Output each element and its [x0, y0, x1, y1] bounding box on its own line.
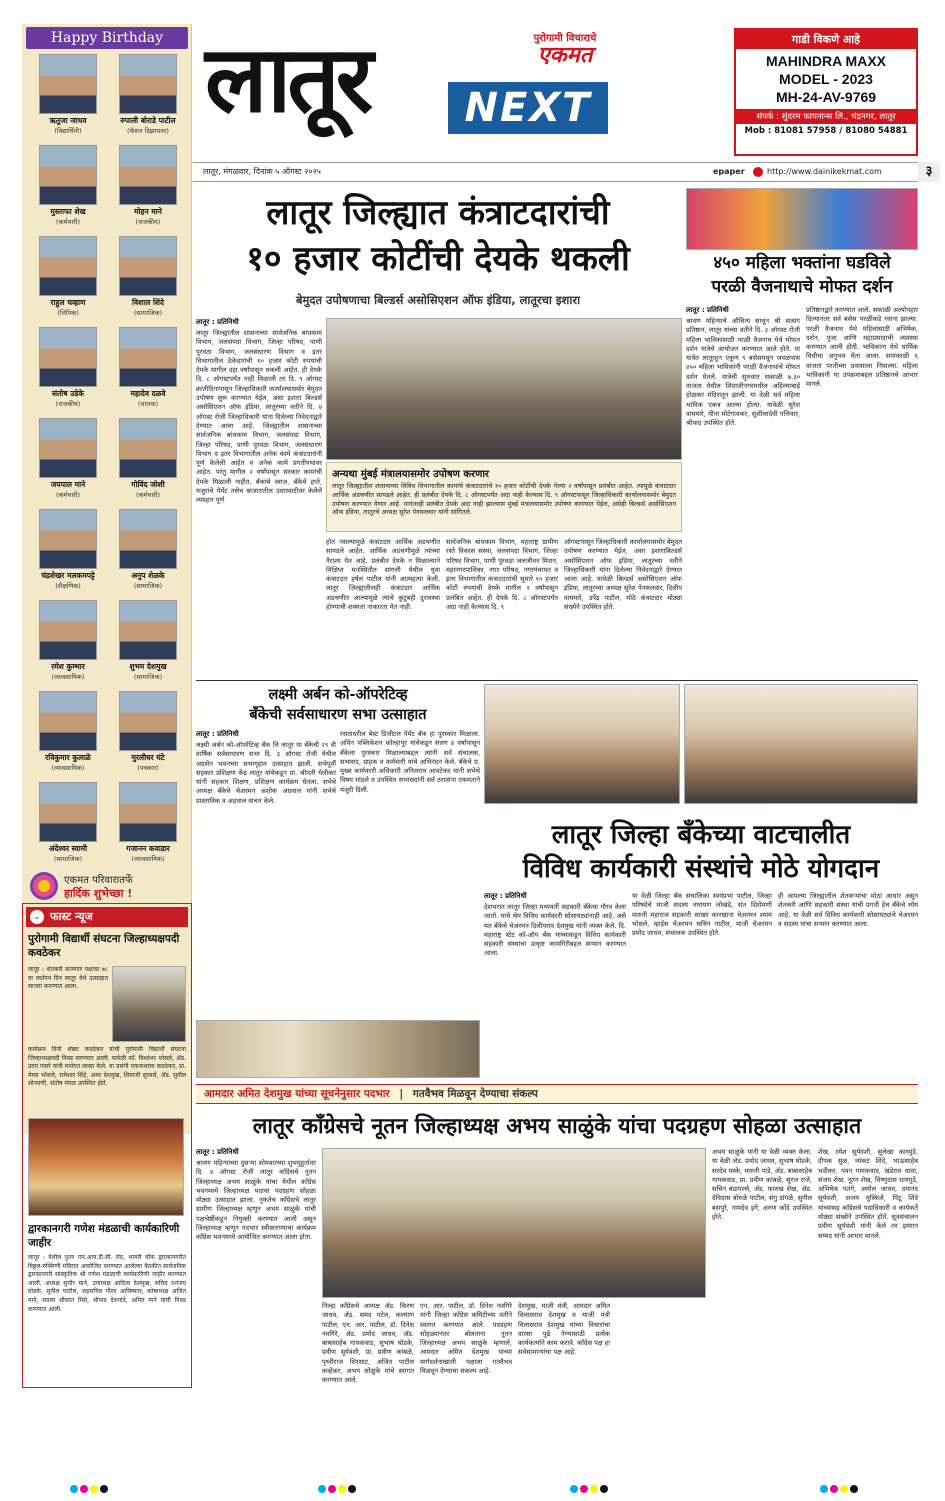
avatar: [119, 509, 177, 569]
cyan-dot: [820, 1485, 828, 1493]
fast-news-story2-title: द्वारकानगरी गणेश मंडळाची कार्यकारिणी जाहीर: [28, 1223, 180, 1249]
person-name: रमेश कुम्भार: [51, 662, 85, 671]
cyan-dot: [70, 1485, 78, 1493]
laxmi-headline-2: बँकेची सर्वसाधारण सभा उत्साहात: [249, 707, 427, 723]
birthday-person: [108, 418, 188, 499]
person-role: (लिपिक): [57, 309, 79, 317]
avatar: [39, 236, 97, 296]
cyan-dot: [570, 1485, 578, 1493]
lead-headline-2: १० हजार कोटींची देयके थकली: [246, 239, 630, 279]
person-role: (कर्मचारी): [135, 491, 161, 499]
right-headline-1: ४५० महिला भक्तांना घडविले: [713, 253, 891, 273]
person-role: (कर्मचारी): [55, 491, 81, 499]
laxmi-headline-1: लक्ष्मी अर्बन को-ऑपरेटिव्ह: [268, 687, 408, 703]
lead-photo: [326, 318, 682, 460]
person-role: (राजकीय): [135, 218, 161, 226]
lead-col2-text: होत नसल्यामुळे कंत्राटदार आर्थिक अडचणीत सापडले आहेत. आर्थिक अडचणीमुळे त्यांच्या नैराश्य येत आहे. प्रलंबीत देयके न मिळाल्याने विक्षिप्त मनस्थितीत सांगली येथील युवा कंत्राटदार हर्षल पाटील यांनी आत्महत्या केली. लातूर जिल्ह्यातीलही कंत्राटदार आर्थिक अडचणीत आल्यामुळे त्यांचे कुटुंबही दुरावस्था होण्याची शक्यता नाकारता येत नाही.: [326, 538, 440, 612]
yellow-dot: [840, 1485, 848, 1493]
masthead-title: लातूर: [205, 26, 370, 133]
birthday-person: [28, 691, 108, 772]
website-link[interactable]: http://www.dainikekmat.com: [767, 167, 882, 176]
district-headline-1: लातूर जिल्हा बँकेच्या वाटचालीत: [551, 820, 851, 850]
congress-col5-text: देशमुख, माजी मंत्री, आमदार अमित विलासराव देशमुख व माजी मंत्री विलासराव देशमुख यांच्या विचारांचा वारसा पुढे नेण्यासाठी प्रत्येक कार्यकर्त्याने काम करावे. कॉंग्रेस पक्ष हा सर्वसामान्यांचा पक्ष आहे.: [518, 1302, 610, 1357]
laxmi-col2-text: रसताधरील बेस्ट डिजीटल पेमेंट बँक हा पुरस्कार मिळाला. अविन पब्लिकेशन कोल्हापूर यांचेकडून सलग ४ वर्षापासून बँकेला पुरस्कार मिळाल्याबद्दल त्यांनी सर्व संचालक, सभासद, ग्राहक व कर्मचारी यांचे अभिनंदन केले. बँकेचे प्र. मुख्य कार्यकारी अधिकारी अनिलराव आवटेकर यांनी सभेचे विषय मांडले व उपस्थित सभासदांनी सर्व ठरावांना एकमताने मंजुरी दिली.: [340, 730, 480, 794]
district-col1-text: देशभरात लातूर जिल्हा मध्यवर्ती सहकारी बँकेचा गौरव केला जातो. याचे श्रेय विविध कार्यकारी सोसायट्यांनाही आहे, असे मत बँकेचे चेअरमन दिलीपराव देशमुख यांनी व्यक्त केले. दि. महाराष्ट्र स्टेट को-ऑप बँक यांच्याकडून विविध कार्यकारी सहकारी संस्थांचा उत्कृष्ट कामगिरीबद्दल सन्मान करण्यात आला.: [484, 903, 626, 958]
globe-icon: [753, 167, 763, 177]
birthday-person: [28, 145, 108, 226]
congress-col5b-text: [614, 1302, 706, 1468]
fast-news-story1-photo: [112, 966, 186, 1042]
person-role: (व्यावसायिक): [131, 855, 165, 863]
ad-line-2: MODEL - 2023: [779, 71, 873, 87]
magenta-dot: [80, 1485, 88, 1493]
person-name: गजानन कवाडार: [126, 844, 170, 853]
birthday-person: [28, 782, 108, 863]
district-byline: लातूर : प्रतिनिधी: [484, 892, 527, 900]
dateline-bar: [193, 162, 918, 182]
right-col2-text: प्रतिष्ठानद्वारे करण्यात आले. सकाळी अल्पोपहार दिल्यानंतर सर्व बसेस परळीकडे रवाना झाल्या. परळी वैजनाथ येथे महिलांसाठी अभिषेक, दर्शन, पूजा आणि महाप्रसादाची व्यवस्था करण्यात आली होती. भाविकांना येथे धार्मिक विधीचा अनुभव घेता आला. सायंकाळी ६ वाजता परतीच्या प्रवासाला निघाल्या. महिला भाविकांनी या उपक्रमाबद्दल प्रतिष्ठानचे आभार मानले.: [806, 306, 918, 389]
avatar: [39, 327, 97, 387]
birthday-person: [28, 418, 108, 499]
person-name: संतोष उडेके: [51, 389, 85, 398]
banner-separator: |: [399, 1088, 404, 1100]
lead-col3-text: सार्वजनिक बांधकाम विभाग, महाराष्ट्र ग्रामीण रस्ते विकास संस्था, जलसंपदा विभाग, जिल्हा परिषद विभाग, पाणी पुरवठा जलजीवन मिशन, महानगरपालिका, नगर परिषद, नगरपंचायत व इतर विभागातील कंत्राटदारांची सुमारे १० हजार कोटी रुपयांची देयके मागील २ वर्षांपासून प्रलंबित आहेत. ही देयके दि. ८ ऑगस्टपर्यंत अदा नाही केल्यास दि. ९: [446, 538, 558, 612]
yellow-dot: [590, 1485, 598, 1493]
person-name: रुपाली बोराडे पाटील: [120, 116, 176, 125]
congress-col6-text: अभय साळुंके यांनी या वेळी व्यक्त केला. या वेळी ॲड. प्रमोद जाधव, सुभाष घोडके, सरदेव मस्के, मारुती पांडे, ॲड. बाबासाहेब गायकवाड, प्रा. प्रवीण कांबळे, सुरज राजे, सचिन बंडापल्ले, ॲड. फारुख शेख, ॲड. देविदास बोरुळे पाटील, संगु डांगळे, सुनील बसपुरे, नामदेव इगे, अरुण कोंडे उपस्थित होते.: [712, 1148, 812, 1222]
birthday-heading: Happy Birthday: [26, 27, 188, 49]
person-name: मुस्ताफा शेख: [50, 207, 86, 216]
congress-col4-text: एन. आर. पाटील, डॉ. दिनेश नवगिरे यांनी जिल्हा कॉंग्रेस कमिटीच्या वतीने स्वागत करण्यात आले. पदग्रहण सोहळ्यानंतर बोलताना नूतन जिल्हाध्यक्ष अभय साळुंके म्हणाले, आमदार अमित देशमुख यांच्या मार्गदर्शनाखाली पक्षाला गतवैभव मिळवून देण्याचा संकल्प आहे.: [420, 1302, 512, 1376]
right-col1-text: श्रावण महिन्याचे औचित्य साधून श्री सत्संग प्रतिष्ठान, लातूर यांच्या वतीने दि. ३ ऑगस्ट रोजी महिला भाविकांसाठी परळी वैजनाथ येथे मोफत दर्शन यात्रेचे आयोजन करण्यात आले होते. या यात्रेत लातूरहून एकूण ९ बसेसमधून जवळपास ४५० महिला भाविकांनी परळी वैजनाथांचे मोफत दर्शन घेतले. यात्रेची सुरुवात सकाळी ७.३० वाजता येथील शिवाजीनगरमधील अहिल्याबाई होळकर मंदिरातून झाली. या वेळी सर्व महिला भाविक एकत्र आल्या होत्या. यावेळी सुरेश वाघमारे, मीना मोटेगावकर, सुशीलादेवी पत्तिवार, श्रीपाद उपस्थित होते.: [686, 317, 800, 428]
birthday-person: [108, 236, 188, 317]
congress-column-1: [196, 1148, 316, 1479]
avatar: [39, 418, 97, 478]
person-name: चंद्रशेखर मलकमपट्टे: [41, 571, 95, 580]
black-dot: [348, 1485, 356, 1493]
congress-banner: [196, 1084, 918, 1104]
avatar: [119, 691, 177, 751]
fast-news-story1-title: पुरोगामी विद्यार्थी संघटना जिल्हाध्यक्षपदी कवठेकर: [28, 933, 180, 959]
color-registration-right: [820, 1485, 858, 1497]
person-role: (पत्रकार): [137, 764, 159, 772]
birthday-person: [28, 509, 108, 590]
person-name: शुभम देशमुख: [129, 662, 167, 671]
tagline: पुरोगामी विचाराचे: [533, 33, 597, 44]
black-dot: [100, 1485, 108, 1493]
magenta-dot: [830, 1485, 838, 1493]
yellow-dot: [338, 1485, 346, 1493]
congress-col3-text: निल्हा कॉंग्रेसचे अध्यक्ष ॲड. किरण जाधव, ॲड. समद पटेल, कल्याण पाटील, एन. आर. पाटील, डॉ. दिनेश नवगिरे, ॲड. प्रमोद जाधव, ॲड. बाबासाहेब गायकवाड, सुभाष घोडके, प्रवीण सूर्यवंशी, प्रा. प्रवीण कांबळे, पृथ्वीराज शिरसाट, अजित पाटील कव्हेकर, अभय सोळुंके यांचे स्वागत करण्यात आले.: [322, 1302, 414, 1385]
laxmi-photo: [196, 1020, 480, 1078]
person-role: (व्यावसायिक): [51, 764, 85, 772]
ekmat-brand: [510, 30, 620, 68]
fast-news-story1-byline: लातूर : शेतकरी कामगार पक्षाचा ७८ वा वर्धापन दिन लातूर येथे उत्साहात साजरा करण्यात आला.: [28, 966, 108, 990]
birthday-person: [28, 327, 108, 408]
person-name: राहुल चव्हाण: [50, 298, 86, 307]
classified-ad: [734, 28, 918, 156]
birthday-person: [28, 600, 108, 681]
district-bank-photo-2: [684, 684, 918, 804]
lead-col1-text: लातूर जिल्ह्यातील शासनाच्या सार्वजनिक बांधकाम विभाग, जलसंपदा विभाग, जिल्हा परिषद, पाणी पुरवठा विभाग, जलसंधारण विभाग व इतर विभागातील ठेकेदारांची १० हजार कोटी रुपयांची देयके मागील दहा वर्षांपासून थकली आहेत. ही देयके दि. ८ ऑगस्टपर्यंत नाही मिळाली तर दि. ९ ऑगस्ट क्रांतीदिनापासून जिल्हाधिकारी कार्यालयासमोर बेमुदत उपोषण सुरू करण्यात येईल, असा इशारा बिल्डर्स असोसिएशन ऑफ इंडिया, लातूरच्या वतीने दि. ४ ऑगस्ट रोजी जिल्हाधिकारी यांना दिलेल्या निवेदनाद्वारे देण्यात आला आहे. जिल्ह्यातील शासनाच्या सार्वजनिक बांधकाम विभाग, जलसंपदा विभाग, जिल्हा परिषद, पाणी पुरवठा विभाग, जलसंधारण विभाग व इतर विभागातील अनेक कामे कंत्राटदारांनी पूर्ण केलेली आहेत व अनेक कामे प्रगतीपथावर आहेत. परंतु मागील २ वर्षांपासून सरकार कामांची देयके मिळाली नाहीत. बँकांचे व्याज, बँकेचे हप्ते, मजुरांचे पेमेंट तसेच बाजारातील उधारवाटीवर केलेले व्यवहार पूर्ण: [196, 329, 322, 505]
person-name: ऋतुजा जाधव: [49, 116, 87, 125]
right-column-1: [686, 306, 800, 677]
person-name: अनुप शेळके: [131, 571, 165, 580]
person-role: (चालक): [137, 400, 159, 408]
district-headline-2: विविध कार्यकारी संस्थांचे मोठे योगदान: [522, 854, 880, 884]
person-role: (फॅशन डिझायनर): [127, 127, 169, 135]
district-col2-text: या वेळी जिल्हा बँक संचालिका स्वयंप्रभा पाटील, जिल्हा परिषदेचे माजी सदस्य नारायण लोखंडे, संत शिरोमणी मारुती महाराज सहकारी साखर कारखाना चेअरमन श्याम भोसले, व्हाईस चेअरमन सचिन पाटील, माजी चेअरमन प्रमोद जाधव, संचालक उपस्थित होते.: [632, 892, 772, 938]
black-dot: [850, 1485, 858, 1493]
district-column-1: [484, 892, 626, 1079]
avatar: [119, 236, 177, 296]
birthday-person: [28, 236, 108, 317]
person-role: (व्यावसायिक): [51, 673, 85, 681]
congress-col7-text: शेख, रमेश सूर्यवंशी, सुलेखा कारमुंडे, दीपक सुळ, व्यंकट शिंदे, भाऊसाहेब भडीकर, पवन गायकवाड, खंडेराव धावा, संजय शेख, नूतन शेख, विष्णुदास धायगुडे, अभिषेक पतंगे, अमोल जाधव, दयानंद सूर्यवंशी, अजय मुस्किले, पिंटू शिंदे यांच्यासह कॉंग्रेसचे पदाधिकारी व कार्यकर्ते मोठ्या संख्येने उपस्थित होते. सूत्रसंचालन प्रवीण सूर्यवंशी यांनी केले तर इमरान सय्यद यांनी आभार मानले.: [818, 1148, 918, 1240]
magenta-dot: [580, 1485, 588, 1493]
person-role: (सामाजिक): [133, 673, 163, 681]
avatar: [119, 145, 177, 205]
avatar: [39, 782, 97, 842]
brand-name: एकमत: [537, 43, 593, 68]
cyan-dot: [318, 1485, 326, 1493]
person-name: महादेव दळवे: [130, 389, 166, 398]
laxmi-col1-text: लक्ष्मी अर्बन को-ऑपरेटिव्ह बँक लि लातूर या बँकेची २९ वी वार्षिक सर्वसाधारण सभा दि. ३ ऑगस्ट रोजी येथील अग्रसेन भवनच्या सभागृहात उत्साहात झाली. सभेपूर्वी सहकार प्रशिक्षण केंद्र लातूर यांचेकडून प्रा. श्रीपती येलीकर यांनी सहकार शिक्षण, प्रशिक्षण कार्यक्रम घेतला. सभेचे अध्यक्ष बँकेचे चेअरमन अशोक अग्रवाल यांनी सभेचे प्रास्ताविक व अहवाल वाचन केले.: [196, 741, 336, 805]
person-role: (कर्मचारी): [55, 218, 81, 226]
black-dot: [600, 1485, 608, 1493]
color-registration-center-left: [318, 1485, 356, 1497]
congress-headline: लातूर कॉंग्रेसचे नूतन जिल्हाध्यक्ष अभय साळुंके यांचा पदग्रहण सोहळा उत्साहात: [252, 1114, 862, 1139]
right-headline-2: परळी वैजनाथाचे मोफत दर्शन: [711, 277, 893, 297]
ad-header: गाडी विकणे आहे: [736, 30, 916, 49]
laxmi-byline: लातूर : प्रतिनिधी: [196, 730, 239, 738]
birthday-person: [108, 782, 188, 863]
district-col3-text: ही आपल्या जिल्ह्यातील शेतकऱ्यांचा मोठा आधार असून शेतकरी आणि सहकारी संस्था यांची प्रगती हेच बँकेचे ध्येय आहे. या वेळी सर्व विविध कार्यकारी सोसायट्यांचे चेअरमन व सदस्य यांचा सन्मान करण्यात आला.: [778, 892, 918, 928]
color-registration-center-right: [570, 1485, 608, 1497]
yellow-dot: [90, 1485, 98, 1493]
lead-subhead: बेमुदत उपोषणाचा बिल्डर्स असोसिएशन ऑफ इंडिया, लातूरचा इशारा: [295, 293, 581, 307]
lead-column-1: [196, 318, 322, 687]
avatar: [119, 327, 177, 387]
birthday-person: [108, 509, 188, 590]
person-name: मोहन माने: [134, 207, 162, 216]
congress-photo: [322, 1148, 706, 1298]
person-role: (सामाजिक): [53, 855, 83, 863]
person-name: रविकुमार कुलाळे: [45, 753, 91, 762]
person-name: जयपाल माने: [50, 480, 86, 489]
dateline: लातूर, मंगळवार, दिनांक ५ ऑगस्ट २०२५: [203, 167, 321, 176]
wishes-line-2: हार्दिक शुभेच्छा !: [64, 887, 133, 900]
flower-icon: [30, 872, 58, 900]
ad-line-1: MAHINDRA MAXX: [765, 53, 887, 69]
birthday-wishes: [30, 870, 180, 902]
birthday-person: [108, 691, 188, 772]
avatar: [119, 418, 177, 478]
lead-caption: [326, 462, 682, 532]
avatar: [119, 54, 177, 114]
avatar: [39, 145, 97, 205]
district-bank-photo-1: [484, 684, 680, 804]
divider-1: [196, 680, 918, 681]
fast-news-story2-body: लातूर : येथील नुतन एम.आय.डी.सी. रोड, भामरी चौक द्वारकानगरीत विठ्ठल-रुक्मिणी मंदिरात आयोजित करण्यात आलेल्या बैठकीत सार्वजनिक द्वारकानगरी सांस्कृतिक श्री गणेश मंडळाची कार्यकारिणी जाहीर करण्यात आली. अध्यक्ष सुधीर माने, उपाध्यक्ष आदित्य देशमुख, सचिव धनंजय घोडके, सुनील पाटील, सहसचिव गौरव आविष्कार, कोषाध्यक्ष अजित माने, सदस्य श्रीकांत मिसे, श्रीपाद देशपांडे, अमित माने यांची निवड करण्यात आली.: [28, 1254, 186, 1313]
person-role: (सामाजिक): [133, 309, 163, 317]
ad-mobile: Mob : 81081 57958 / 81080 54881: [744, 126, 908, 136]
birthday-person: [108, 600, 188, 681]
avatar: [39, 509, 97, 569]
birthday-person: [108, 54, 188, 135]
person-role: (शैक्षणिक): [55, 582, 81, 590]
magenta-dot: [328, 1485, 336, 1493]
chevron-down-icon: ⌄: [30, 910, 44, 924]
lead-byline: लातूर : प्रतिनिधी: [196, 318, 239, 326]
congress-col1-text: श्रावण महिन्याच्या दुसऱ्या सोमवारच्या शुभमुहूर्तावर दि. ४ ऑगस्ट रोजी लातूर कॉंग्रेसचे नुतन जिल्हाध्यक्ष अभय साळुंके यांचा येथील कॉंग्रेस भवनमध्ये जिल्हाध्यक्ष पदाचा पदग्रहण सोहळा मोठ्या उत्साहात झाला. नुकतेच कॉंग्रेसचे लातूर ग्रामीण जिल्हाध्यक्ष म्हणून अभय साळुंके यांची पक्षश्रेष्ठींकडून नियुक्ती करण्यात आली असून जिल्हाध्यक्ष म्हणून पदभार स्वीकारण्याचा कार्यक्रम कॉंग्रेस भवनमध्ये आयोजित करण्यात आला होता.: [196, 1159, 316, 1242]
lead-caption-title: अन्यथा मुंबई मंत्रालयासमोर उपोषण करणार: [332, 469, 490, 480]
person-role: (राजकीय): [55, 400, 81, 408]
laxmi-column-1: [196, 730, 336, 1023]
birthday-person: [108, 145, 188, 226]
fast-news-story1-body-a: [28, 1024, 108, 1044]
fast-news-label: फास्ट न्यूज: [50, 910, 93, 923]
person-role: (विद्यार्थिनी): [54, 127, 82, 135]
avatar: [39, 691, 97, 751]
epaper-label: epaper: [713, 167, 745, 176]
birthday-person: [108, 327, 188, 408]
birthday-person: [28, 54, 108, 135]
ad-line-3: MH-24-AV-9769: [775, 89, 877, 105]
page-number: ३: [918, 162, 940, 182]
ad-contact: संपर्क : सुंदरम फायनान्स लि., चंद्रनगर, लातूर: [736, 109, 916, 124]
person-name: अंदेश्वर स्वामी: [48, 844, 88, 853]
avatar: [39, 54, 97, 114]
right-story-photo: [686, 188, 918, 250]
lead-col4-text: ऑगस्टपासून जिल्हाधिकारी कार्यालयासमोर बेमुदत उपोषण करण्यात येईल, असा इशाराबिल्डर्स असोसिएशन ऑफ इंडिया, लातूरच्या वतीने जिल्हाधिकारी यांना दिलेल्या निवेदनाद्वारे देण्यात आला आहे. यावेळी बिल्डर्स असोसिएशन ऑफ इंडिया, लातूरच्या अध्यक्ष सुरेश पेनसलवार, दिलीप वाघमारे, उपेंद्र पाटील, मोठे कंत्राटदार मोठ्या संख्येने उपस्थित होते.: [564, 538, 682, 612]
next-logo: NEXT: [448, 82, 608, 134]
avatar: [39, 600, 97, 660]
banner-left: आमदार अमित देशमुख यांच्या सूचनेनुसार पदभार: [204, 1088, 390, 1100]
person-name: मुरलीधर घंटे: [131, 753, 165, 762]
person-name: गोविंद जोशी: [131, 480, 165, 489]
fast-news-story1-body: कार्यक्रम दिनी शेखर कवठेकर यांची पुरोगामी विद्यार्थी संघटना जिल्हाध्यक्षपदी निवड करण्यात आली. यावेळी कॉ. विश्वंभर भोसले, ॲड. उदय गवारे यांनी मनोगत व्यक्त केले. या प्रसंगी एकनाथराव कवठेकर, प्रा. मेघ्या भोसले, रामेश्वर सिंहे, अमर देशमुख, शिवाजी सुरवसे, ॲड. सुनील सोनवणी, संतोष मंगळ उपस्थित होते.: [28, 1046, 186, 1087]
avatar: [119, 782, 177, 842]
banner-right: गतवैभव मिळवून देण्याचा संकल्प: [412, 1088, 538, 1100]
avatar: [119, 600, 177, 660]
lead-headline-1: लातूर जिल्ह्यात कंत्राटदारांची: [266, 193, 610, 233]
lead-caption-body: लातूर जिल्ह्यातील शासनाच्या विविध विभागातील कामांचे कंत्राटदारांचे १० हजार कोटींची देयके गेल्या २ वर्षांपासून प्रलंबीत आहेत. त्यामुळे कंत्राटदार आर्थिक अडचणीत सापडले आहेत. ही प्रलंबीत देयके दि. ८ ऑगस्टपर्यंत अदा नाही केल्यास दि. ९ ऑगस्टपासून जिल्हाधिकारी कार्यालयासमोर बेमुदत उपोषण करण्यात येणार आहे. यानंतरही प्रलंबीत देयके अदा नाही झाल्यास मुंबई मंत्रालयासमोर उपोषण करण्यात येईल, असेही बिल्डर्स असोसिएशन ऑफ इंडिया, लातूरचे अध्यक्ष सुरेश पेनसलवार यांनी सांगितले.: [332, 482, 676, 517]
fast-news-story2-photo: [28, 1118, 184, 1216]
fast-news-heading: [26, 907, 188, 927]
person-role: (सामाजिक): [133, 582, 163, 590]
right-byline: लातूर : प्रतिनिधी: [686, 306, 729, 314]
person-name: विशाल शिंदे: [132, 298, 164, 307]
congress-byline: लातूर : प्रतिनिधी: [196, 1148, 239, 1156]
color-registration-left: [70, 1485, 108, 1497]
wishes-line-1: एकमत परिवारातर्फे: [64, 875, 133, 886]
